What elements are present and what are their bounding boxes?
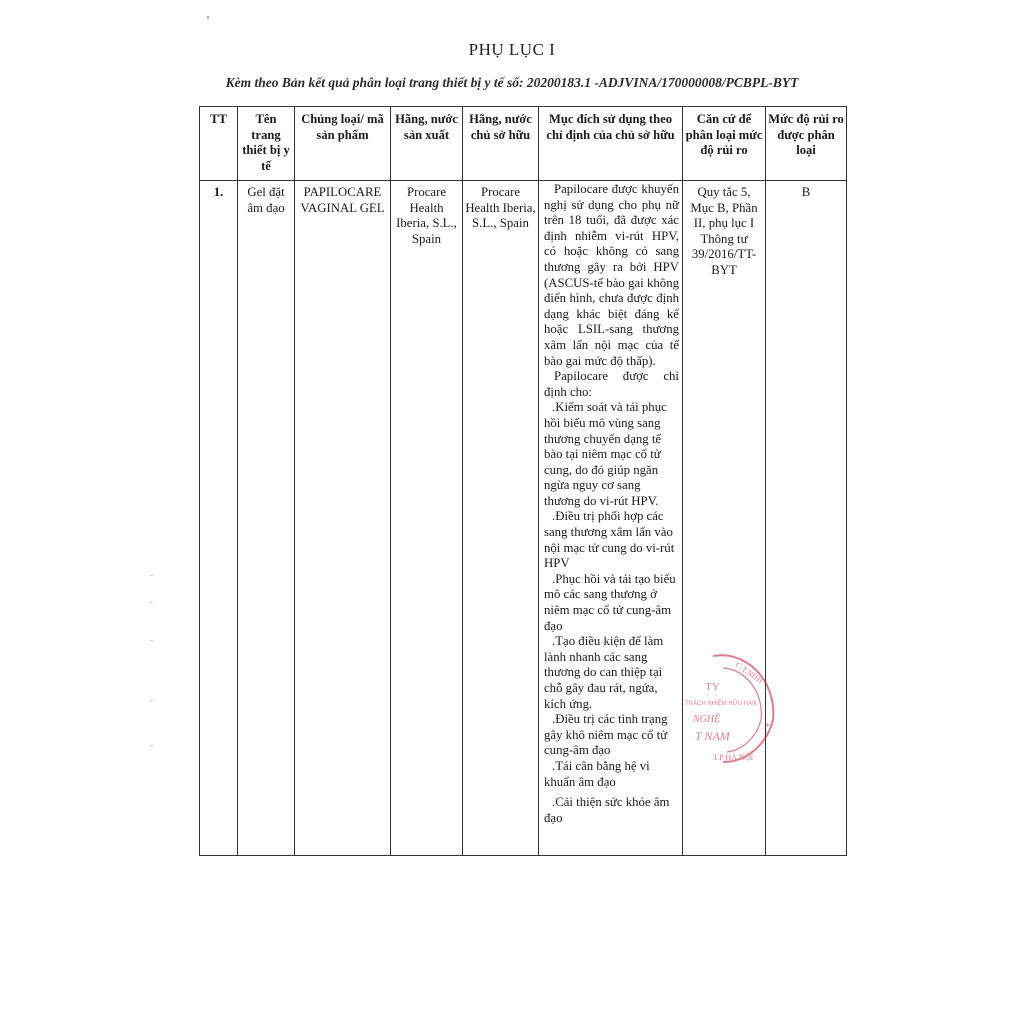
table-header-row xyxy=(200,107,847,181)
purpose-item: .Cải thiện sức khỏe âm đạo xyxy=(544,795,670,825)
header-device-name: Tên trang thiết bị y tế xyxy=(238,107,295,181)
svg-text:T NAM: T NAM xyxy=(695,729,730,743)
row-product-type: PAPILOCARE VAGINAL GEL xyxy=(295,181,391,856)
header-risk-level: Mức độ rủi ro được phân loại xyxy=(766,107,847,181)
svg-text:T.P HÀ NỘI: T.P HÀ NỘI xyxy=(713,753,754,762)
table-row xyxy=(200,181,847,856)
row-manufacturer: Procare Health Iberia, S.L., Spain xyxy=(391,181,463,856)
svg-text:C.T.NHH: C.T.NHH xyxy=(733,660,765,686)
scan-edge-mark xyxy=(150,640,153,641)
header-owner: Hãng, nước chủ sở hữu xyxy=(463,107,539,181)
row-tt: 1. xyxy=(200,181,238,856)
row-risk-level: B xyxy=(766,181,847,856)
header-manufacturer: Hãng, nước sản xuất xyxy=(391,107,463,181)
purpose-item: .Tái cân bằng hệ vi khuẩn âm đạo xyxy=(544,758,650,789)
scan-edge-mark xyxy=(150,602,153,603)
header-product-type: Chủng loại/ mã sản phẩm xyxy=(295,107,391,181)
classification-table xyxy=(199,106,847,856)
page-title: PHỤ LỤC I xyxy=(468,40,556,59)
purpose-indication: Papilocare được chỉ định cho: xyxy=(544,369,679,399)
svg-text:NGHỆ: NGHỆ xyxy=(693,714,721,725)
row-classification-basis: Quy tắc 5, Mục B, Phần II, phụ lục I Thông tư 39/2016/TT-BYT xyxy=(683,181,766,856)
svg-text:TY: TY xyxy=(705,681,720,693)
purpose-item: .Tạo điều kiện để làm lành nhanh các sang thương do can thiệp tại chỗ gây đau rát, ngứa, kích ứng. xyxy=(544,634,664,711)
purpose-item: .Điều trị phối hợp các sang thương xâm lấn vào nội mạc tử cung do vi-rút HPV xyxy=(544,509,675,571)
scan-edge-mark xyxy=(150,745,153,746)
purpose-item: .Phục hồi và tái tạo biểu mô các sang thương ở niêm mạc cổ tử cung-âm đạo xyxy=(544,571,676,633)
scan-edge-mark xyxy=(150,700,153,701)
header-basis: Căn cứ để phân loại mức độ rủi ro xyxy=(683,107,766,181)
purpose-item: .Điều trị các tình trạng gây khô niêm mạc cổ tử cung-âm đạo xyxy=(544,712,668,758)
svg-text:*: * xyxy=(765,722,770,733)
row-purpose xyxy=(539,181,683,856)
row-owner: Procare Health Iberia, S.L., Spain xyxy=(463,181,539,856)
scan-mark xyxy=(207,16,209,19)
header-purpose: Mục đích sử dụng theo chỉ định của chủ sở hữu xyxy=(539,107,683,181)
purpose-intro: Papilocare được khuyến nghị sử dụng cho phụ nữ trên 18 tuổi, đã được xác định nhiễm vi-rút HPV, có hoặc không có sang thương gây ra bởi HPV (ASCUS-tế bào gai không điển hình, chưa được định dạng khác biệt đáng kể hoặc LSIL-sang thương xâm lấn nội mạc của tế bào gai mức độ thấp). xyxy=(544,182,679,368)
scan-edge-mark xyxy=(150,575,153,576)
purpose-item: .Kiểm soát và tái phục hồi biểu mô vùng sang thương chuyển dạng tế bào tại niêm mạc cổ tử cung, do đó giúp ngăn ngừa nguy cơ sang thương do vi-rút HPV. xyxy=(544,400,667,508)
row-device-name: Gel đặt âm đạo xyxy=(238,181,295,856)
svg-text:TRÁCH NHIỆM HỮU HẠN: TRÁCH NHIỆM HỮU HẠN xyxy=(685,701,757,707)
page-subtitle: Kèm theo Bản kết quả phân loại trang thiết bị y tế số: 20200183.1 -ADJVINA/170000008/PCBPL-BYT xyxy=(225,75,799,90)
header-tt: TT xyxy=(200,107,238,181)
